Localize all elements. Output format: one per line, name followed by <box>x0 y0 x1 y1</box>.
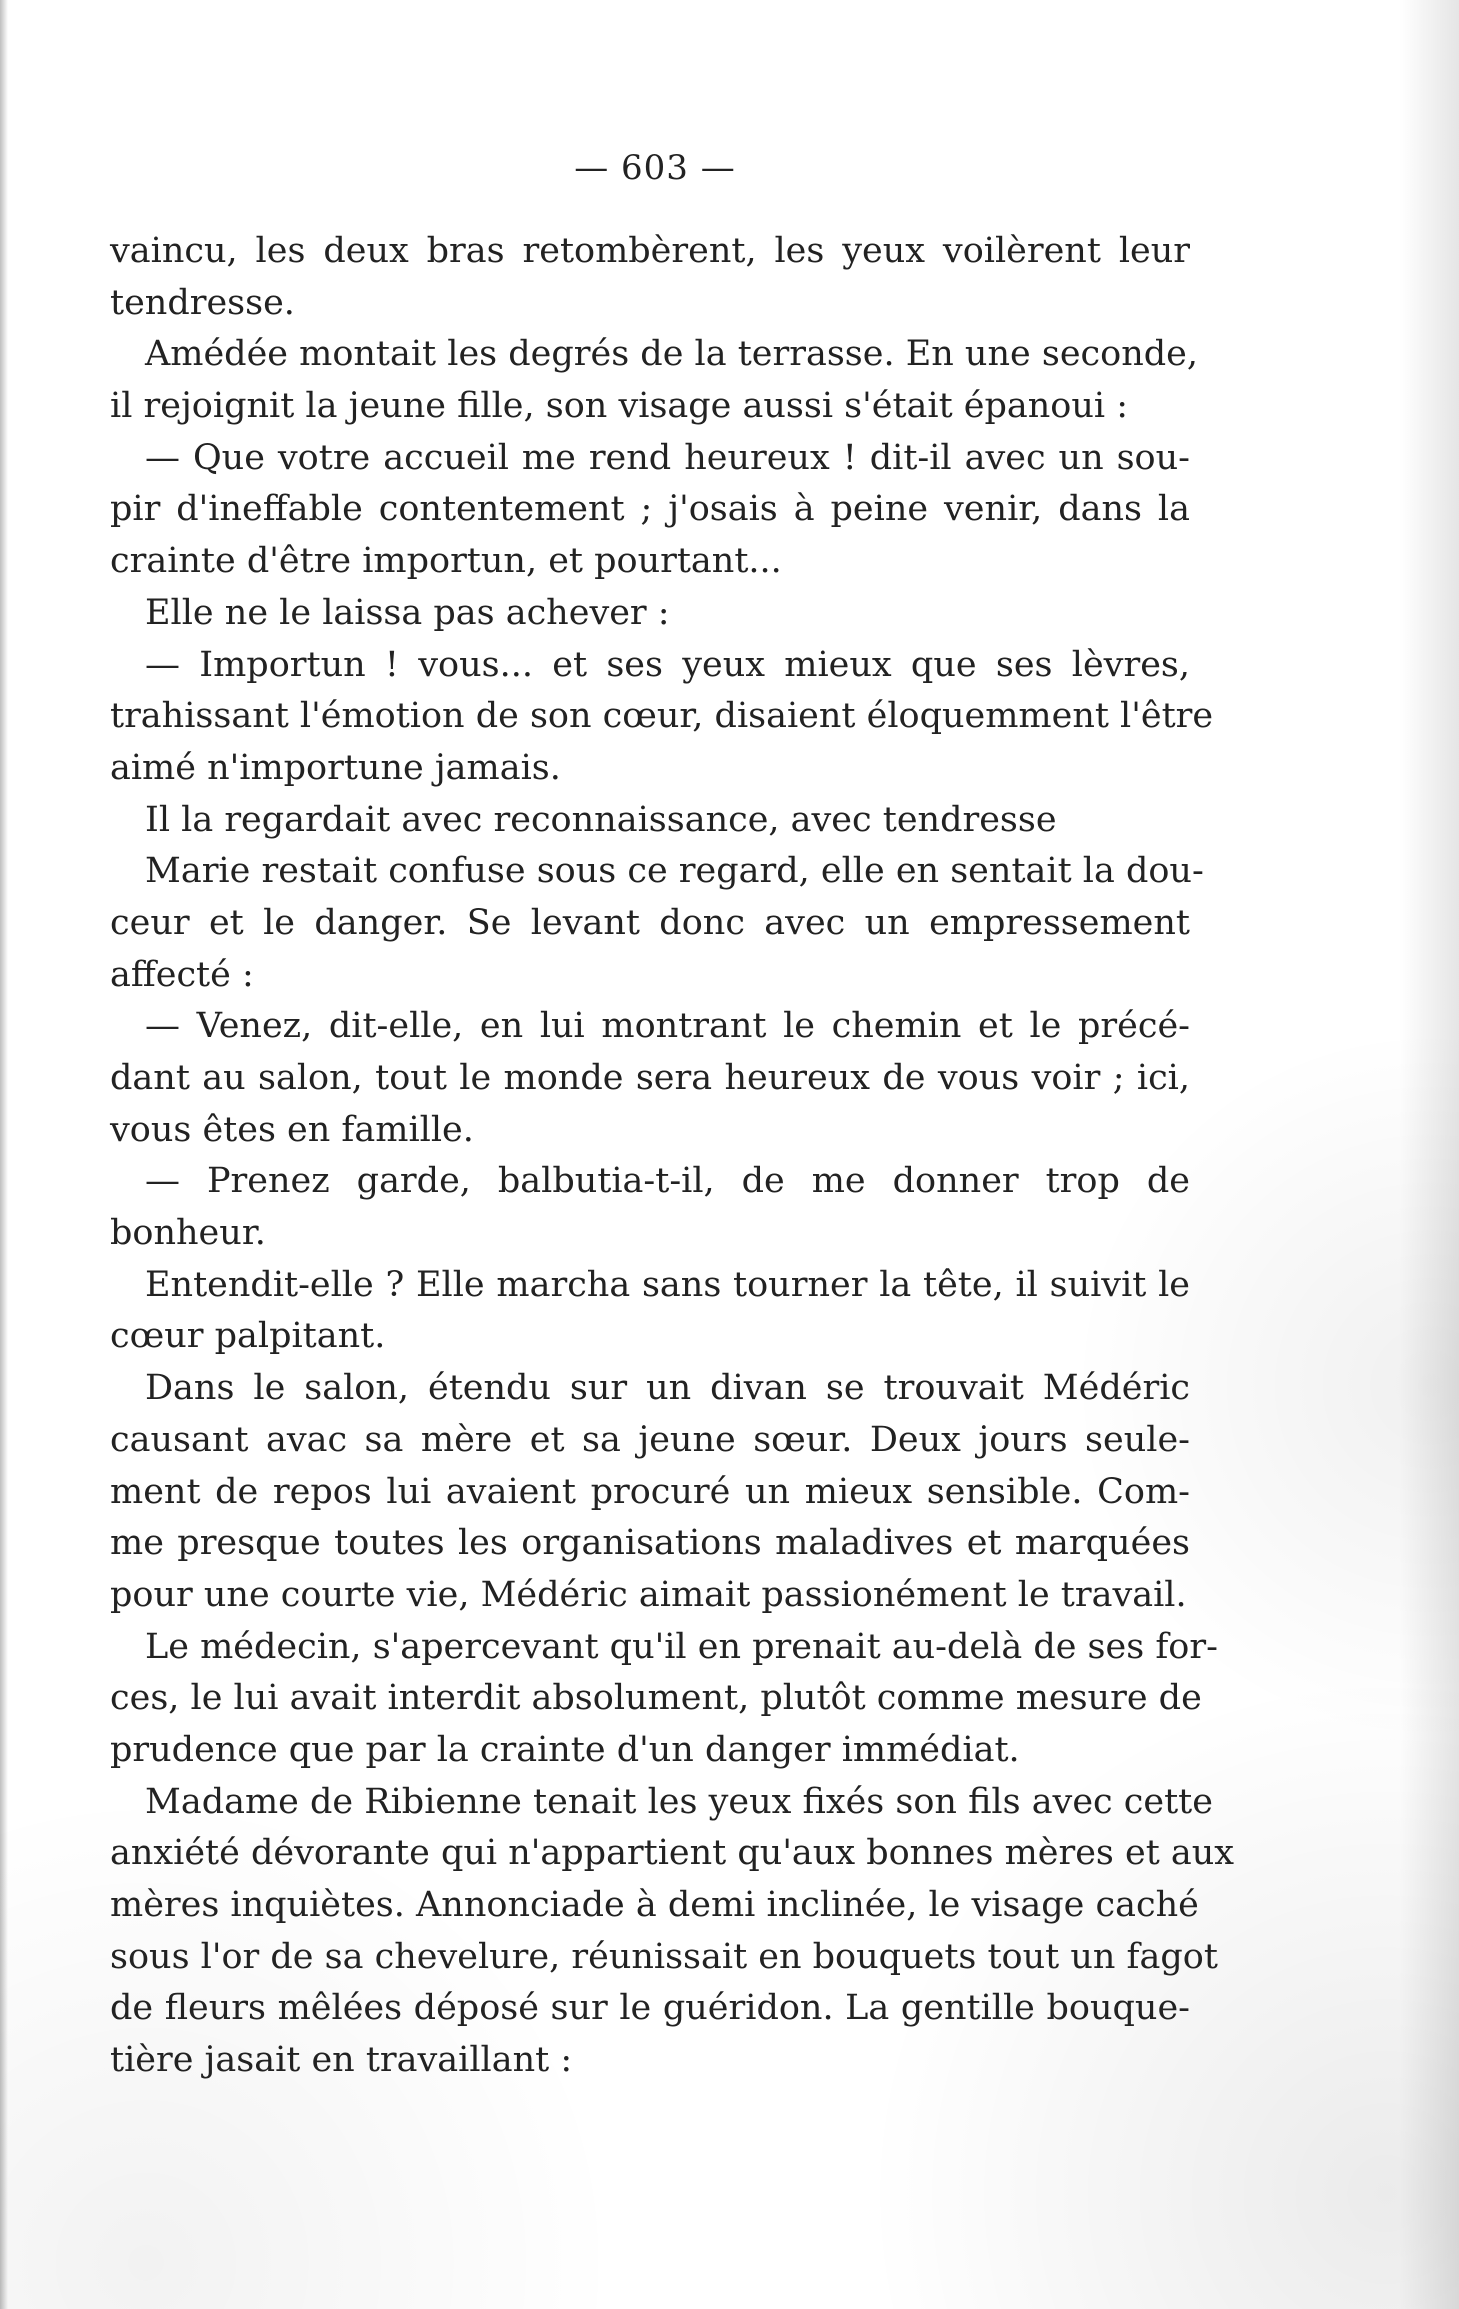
text-line: cœur palpitant. <box>110 1316 386 1357</box>
text-line: mères inquiètes. Annonciade à demi inclinée, le visage caché <box>110 1885 1199 1925</box>
text-line: crainte d'être importun, et pourtant... <box>110 541 782 582</box>
text-line: Dans le salon, étendu sur un divan se trouvait Médéric <box>145 1368 1190 1409</box>
text-line: Amédée montait les degrés de la terrasse. En une seconde, <box>145 334 1198 375</box>
text-line: Entendit-elle ? Elle marcha sans tourner la tête, il suivit le <box>145 1264 1190 1305</box>
text-line: tière jasait en travaillant : <box>110 2040 573 2081</box>
text-line: ceur et le danger. Se levant donc avec un empressement <box>110 902 1190 943</box>
text-line: pour une courte vie, Médéric aimait passionément le travail. <box>110 1574 1187 1615</box>
text-line: bonheur. <box>110 1213 266 1254</box>
body-text <box>110 226 1235 2087</box>
text-line: dant au salon, tout le monde sera heureux de vous voir ; ici, <box>110 1058 1190 1098</box>
page-left-shadow <box>0 0 8 2309</box>
text-line: pir d'ineffable contentement ; j'osais à peine venir, dans la <box>110 489 1190 530</box>
text-line: aimé n'importune jamais. <box>110 747 561 788</box>
text-line: ces, le lui avait interdit absolument, plutôt comme mesure de <box>110 1678 1202 1719</box>
text-line: tendresse. <box>110 282 295 323</box>
text-line: anxiété dévorante qui n'appartient qu'aux bonnes mères et aux <box>110 1833 1235 1874</box>
text-line: affecté : <box>110 954 254 995</box>
page-number: — 603 — <box>574 148 736 188</box>
text-line: vaincu, les deux bras retombèrent, les yeux voilèrent leur <box>110 231 1190 271</box>
page-right-shadow <box>1399 0 1459 2309</box>
text-line: Elle ne le laissa pas achever : <box>145 592 670 633</box>
text-line: de fleurs mêlées déposé sur le guéridon. La gentille bouque- <box>110 1988 1190 2029</box>
text-line: Le médecin, s'apercevant qu'il en prenait au-delà de ses for- <box>145 1626 1218 1667</box>
text-line: sous l'or de sa chevelure, réunissait en bouquets tout un fagot <box>110 1936 1218 1977</box>
text-line: Madame de Ribienne tenait les yeux fixés son fils avec cette <box>145 1781 1213 1822</box>
text-line: — Venez, dit-elle, en lui montrant le chemin et le précé- <box>145 1006 1190 1047</box>
text-line: causant avac sa mère et sa jeune sœur. Deux jours seule- <box>110 1419 1190 1460</box>
text-line: Marie restait confuse sous ce regard, elle en sentait la dou- <box>145 851 1204 892</box>
text-line: vous êtes en famille. <box>110 1109 474 1150</box>
text-line: — Prenez garde, balbutia-t-il, de me donner trop de <box>145 1161 1190 1202</box>
text-line: — Importun ! vous... et ses yeux mieux que ses lèvres, <box>145 644 1190 685</box>
text-line: prudence que par la crainte d'un danger immédiat. <box>110 1729 1020 1770</box>
text-line: il rejoignit la jeune fille, son visage aussi s'était épanoui : <box>110 386 1129 427</box>
text-line: Il la regardait avec reconnaissance, avec tendresse <box>145 799 1057 840</box>
text-line: me presque toutes les organisations maladives et marquées <box>110 1523 1190 1564</box>
text-line: trahissant l'émotion de son cœur, disaient éloquemment l'être <box>110 696 1214 737</box>
text-line: ment de repos lui avaient procuré un mieux sensible. Com- <box>110 1471 1190 1512</box>
text-line: — Que votre accueil me rend heureux ! dit-il avec un sou- <box>145 437 1190 478</box>
